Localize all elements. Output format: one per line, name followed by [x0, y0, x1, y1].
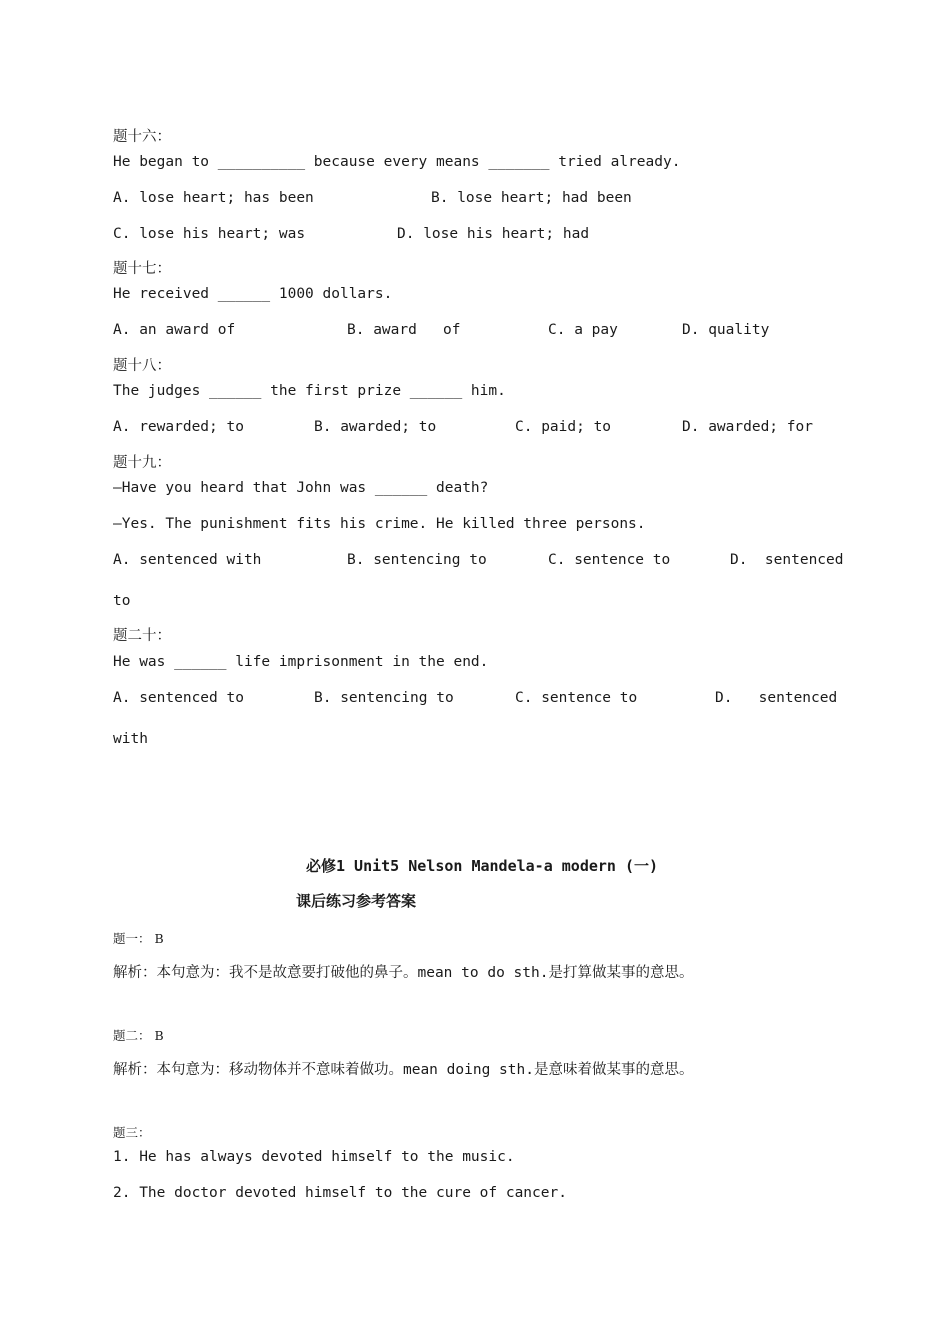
question-19-title: 题十九： — [113, 455, 171, 471]
answer-1-explanation: 解析：本句意为：我不是故意要打破他的鼻子。mean to do sth.是打算做某事的意思。 — [113, 965, 694, 981]
answer-3-line-2: 2. The doctor devoted himself to the cure of cancer. — [113, 1185, 567, 1201]
question-17-title: 题十七： — [113, 261, 171, 277]
question-18-title: 题十八： — [113, 358, 171, 374]
answer-3-title: 题三： — [113, 1125, 151, 1140]
question-19-line-2: —Yes. The punishment fits his crime. He killed three persons. — [113, 516, 646, 532]
answer-2-explanation: 解析：本句意为：移动物体并不意味着做功。mean doing sth.是意味着做某事的意思。 — [113, 1062, 694, 1078]
question-19-option-a: A. sentenced with — [113, 552, 262, 568]
question-16-option-c: C. lose his heart; was — [113, 226, 306, 242]
question-17-option-a: A. an award of — [113, 322, 236, 338]
question-18-option-d: D. awarded; for — [682, 419, 813, 435]
question-17-option-d: D. quality — [682, 322, 770, 338]
answers-subheading: 课后练习参考答案 — [296, 892, 417, 910]
question-20-option-a: A. sentenced to — [113, 690, 244, 706]
question-20-title: 题二十： — [113, 628, 171, 644]
question-18-option-a: A. rewarded; to — [113, 419, 244, 435]
question-19-option-d-wrap: to — [113, 593, 131, 609]
question-17-stem: He received ______ 1000 dollars. — [113, 286, 393, 302]
question-19-option-c: C. sentence to — [548, 552, 671, 568]
question-20-option-c: C. sentence to — [515, 690, 638, 706]
question-16-option-a: A. lose heart; has been — [113, 190, 314, 206]
answer-2-title: 题二： B — [113, 1028, 164, 1043]
question-19-option-b: B. sentencing to — [347, 552, 487, 568]
question-16-stem: He began to __________ because every means _______ tried already. — [113, 154, 681, 170]
question-19-option-d: D. sentenced — [730, 552, 844, 568]
question-20-option-d-wrap: with — [113, 731, 148, 747]
question-17-option-b: B. award of — [347, 322, 461, 338]
question-20-stem: He was ______ life imprisonment in the end. — [113, 654, 489, 670]
answer-1-title: 题一： B — [113, 931, 164, 946]
question-18-option-b: B. awarded; to — [314, 419, 437, 435]
question-16-option-b: B. lose heart; had been — [431, 190, 632, 206]
question-20-option-b: B. sentencing to — [314, 690, 454, 706]
answer-3-line-1: 1. He has always devoted himself to the music. — [113, 1149, 515, 1165]
question-19-line-1: —Have you heard that John was ______ death? — [113, 480, 489, 496]
question-20-option-d: D. sentenced — [715, 690, 838, 706]
question-17-option-c: C. a pay — [548, 322, 618, 338]
answers-heading: 必修1 Unit5 Nelson Mandela-a modern (一) — [306, 857, 659, 875]
question-18-stem: The judges ______ the first prize ______ him. — [113, 383, 506, 399]
question-16-title: 题十六： — [113, 129, 171, 145]
question-16-option-d: D. lose his heart; had — [397, 226, 590, 242]
question-18-option-c: C. paid; to — [515, 419, 612, 435]
